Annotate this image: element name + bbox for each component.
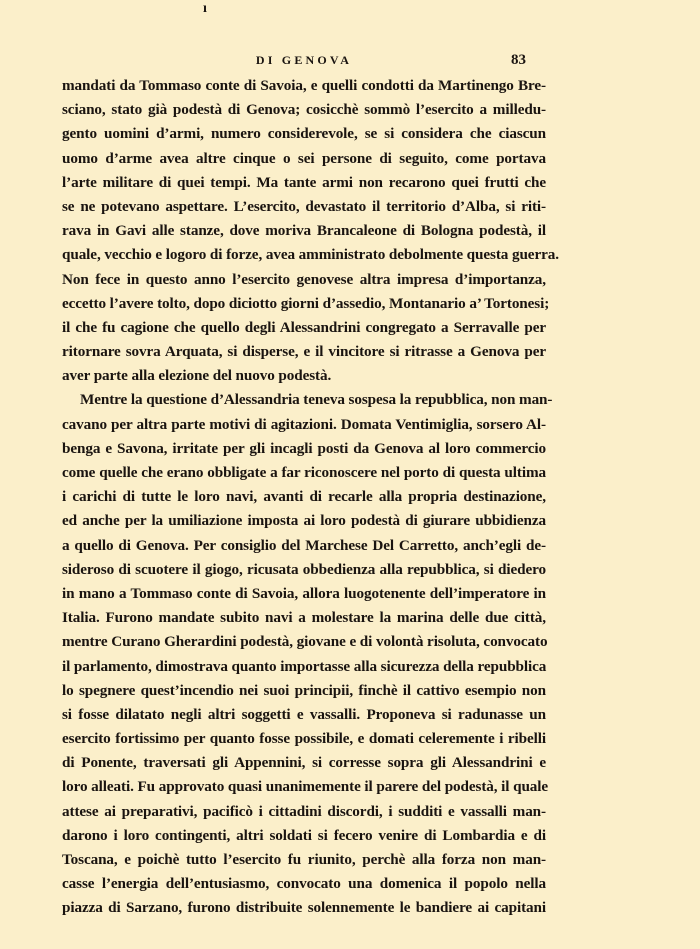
text-line: se ne potevano aspettare. L’esercito, devastato il territorio d’Alba, si riti- [62,197,546,215]
text-line: sciano, stato già podestà di Genova; cosicchè sommò l’esercito a milledu- [62,101,546,119]
text-line: ritornare sovra Arquata, si disperse, e il vincitore si ritrasse a Genova per [62,343,546,361]
text-line: quale, vecchio e logoro di forze, avea amministrato debolmente questa guerra. [62,246,559,264]
text-line: attese ai preparativi, pacificò i cittadini discordi, i sudditi e vassalli man- [62,802,546,820]
text-line: ed anche per la umiliazione imposta ai loro podestà di giurare ubbidienza [62,512,546,530]
page-number: 83 [511,52,526,68]
paragraph-first-line: Mentre la questione d’Alessandria teneva sospesa la repubblica, non man- [80,391,553,409]
text-line: casse l’energia dell’entusiasmo, convocato una domenica il popolo nella [62,875,546,893]
text-line: benga e Savona, irritate per gli incagli posti da Genova al loro commercio [62,439,546,457]
text-line: cavano per altra parte motivi di agitazioni. Domata Ventimiglia, sorsero Al- [62,415,546,433]
text-line: di Ponente, traversati gli Appennini, si corresse sopra gli Alessandrini e [62,754,546,772]
text-line: esercito fortissimo per quanto fosse possibile, e domati celeremente i ribelli [62,730,546,748]
text-line: rava in Gavi alle stanze, dove moriva Brancaleone di Bologna podestà, il [62,222,546,240]
text-line: il che fu cagione che quello degli Alessandrini congregato a Serravalle per [62,318,546,336]
text-line: Toscana, e poichè tutto l’esercito fu riunito, perchè alla forza non man- [62,851,546,868]
text-line: si fosse dilatato negli altri soggetti e vassalli. Proponeva si radunasse un [62,705,546,723]
text-line: Non fece in questo anno l’esercito genovese altra impresa d’importanza, [62,270,546,288]
text-line: Italia. Furono mandate subito navi a molestare la marina delle due città, [62,609,546,627]
text-line: darono i loro contingenti, altri soldati si fecero venire di Lombardia e di [62,826,546,844]
paragraph-last-line: aver parte alla elezione del nuovo podestà. [62,367,332,385]
text-line: eccetto l’avere tolto, dopo diciotto giorni d’assedio, Montanario a’ Tortonesi; [62,294,550,312]
text-line: i carichi di tutte le loro navi, avanti di recarle alla propria destinazione, [62,488,546,506]
text-line: come quelle che erano obbligate a far riconoscere nel porto di questa ultima [62,464,546,481]
text-line: il parlamento, dimostrava quanto importasse alla sicurezza della repubblica [62,657,547,675]
text-line: a quello di Genova. Per consiglio del Marchese Del Carretto, anch’egli de- [62,536,546,554]
text-line: gento uomini d’armi, numero considerevole, se si considera che ciascun [62,125,546,143]
text-line: uomo d’arme avea altre cinque o sei persone di seguito, come portava [62,149,546,167]
running-title: DI GENOVA [255,53,353,67]
text-line: l’arte militare di quei tempi. Ma tante armi non recarono quei frutti che [62,173,546,191]
text-line: loro alleati. Fu approvato quasi unanimemente il parere del podestà, il quale [62,778,549,796]
text-line: piazza di Sarzano, furono distribuite solennemente le bandiere ai capitani [62,899,546,917]
text-line: sideroso di scuotere il giogo, ricusata obbedienza alla repubblica, si diedero [62,560,546,578]
body-text [62,74,559,921]
text-line: mandati da Tommaso conte di Savoia, e quelli condotti da Martinengo Bre- [62,77,546,94]
text-line: lo spegnere quest’incendio nei suoi principii, finchè il cattivo esempio non [62,681,546,699]
text-line: mentre Curano Gherardini podestà, giovane e di volontà risoluta, convocato [62,633,548,651]
running-head [62,50,546,70]
text-line: in mano a Tommaso conte di Savoia, allora luogotenente dell’imperatore in [62,584,546,602]
ink-speck: ı [203,1,207,16]
